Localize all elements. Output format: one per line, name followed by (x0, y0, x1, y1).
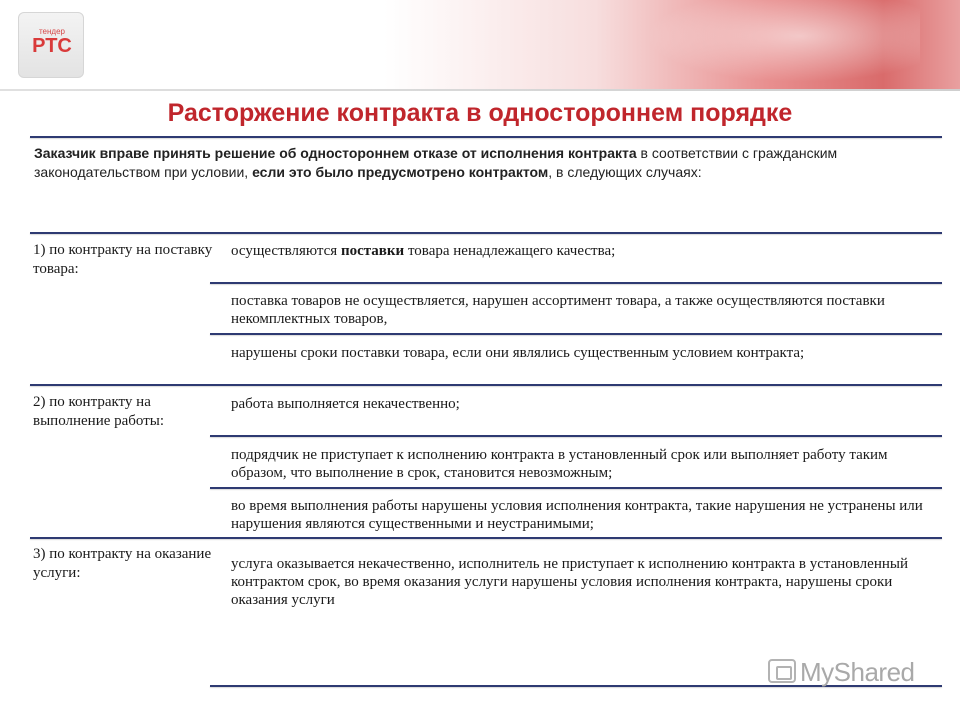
rule-item-2 (210, 333, 942, 335)
intro-text (34, 144, 894, 182)
list-item: работа выполняется некачественно; (231, 396, 460, 412)
intro-regular-2: , в следующих случаях: (548, 164, 702, 180)
myshared-icon (768, 659, 796, 683)
rule-top (30, 136, 942, 138)
item-1-bold: поставки (340, 243, 405, 259)
page-title: Расторжение контракта в одностороннем порядке (167, 99, 793, 127)
rule-item-4 (210, 435, 942, 437)
header-banner (0, 0, 960, 90)
handshake-image (620, 0, 920, 90)
list-item: подрядчик не приступает к исполнению контракта в установленный срок или выполняет работу таким образом, что выполнение в срок, становится невозможным; (231, 447, 888, 481)
logo-tagline: тендер (38, 27, 65, 36)
intro-bold-1: Заказчик вправе принять решение об одностороннем отказе от исполнения контракта (34, 145, 637, 161)
category-services: 3) по контракту на оказание услуги: (33, 546, 212, 581)
rule-item-5 (210, 487, 942, 489)
rule-section-1 (30, 232, 942, 234)
rule-section-3 (30, 537, 942, 539)
rts-logo (18, 12, 84, 78)
list-item: во время выполнения работы нарушены условия исполнения контракта, такие нарушения не устранены или нарушения являются существенными и неустранимыми; (231, 498, 923, 532)
category-goods: 1) по контракту на поставку товара: (33, 242, 213, 277)
rule-section-2 (30, 384, 942, 386)
list-item (231, 242, 943, 260)
list-item: нарушены сроки поставки товара, если они являлись существенным условием контракта; (231, 345, 805, 361)
list-item: услуга оказывается некачественно, исполнитель не приступает к исполнению контракта в установленный контрактом срок, во время оказания услуги нарушены условия исполнения контракта, нарушены сроки оказания услуги (231, 556, 908, 608)
category-works: 2) по контракту на выполнение работы: (33, 394, 165, 429)
header-divider (0, 89, 960, 91)
intro-bold-2: если это было предусмотрено контрактом (252, 164, 549, 180)
item-1-pre: осуществляются (231, 243, 341, 259)
watermark-text: MyShared (800, 657, 915, 687)
logo-name: РТС (32, 35, 72, 57)
rule-item-1 (210, 282, 942, 284)
intro-regular-1: в соответствии с гражданским законодательством при условии, (34, 145, 838, 180)
item-1-post: товара ненадлежащего качества; (404, 243, 616, 259)
list-item: поставка товаров не осуществляется, нарушен ассортимент товара, а также осуществляются поставки некомплектных товаров, (231, 293, 885, 327)
